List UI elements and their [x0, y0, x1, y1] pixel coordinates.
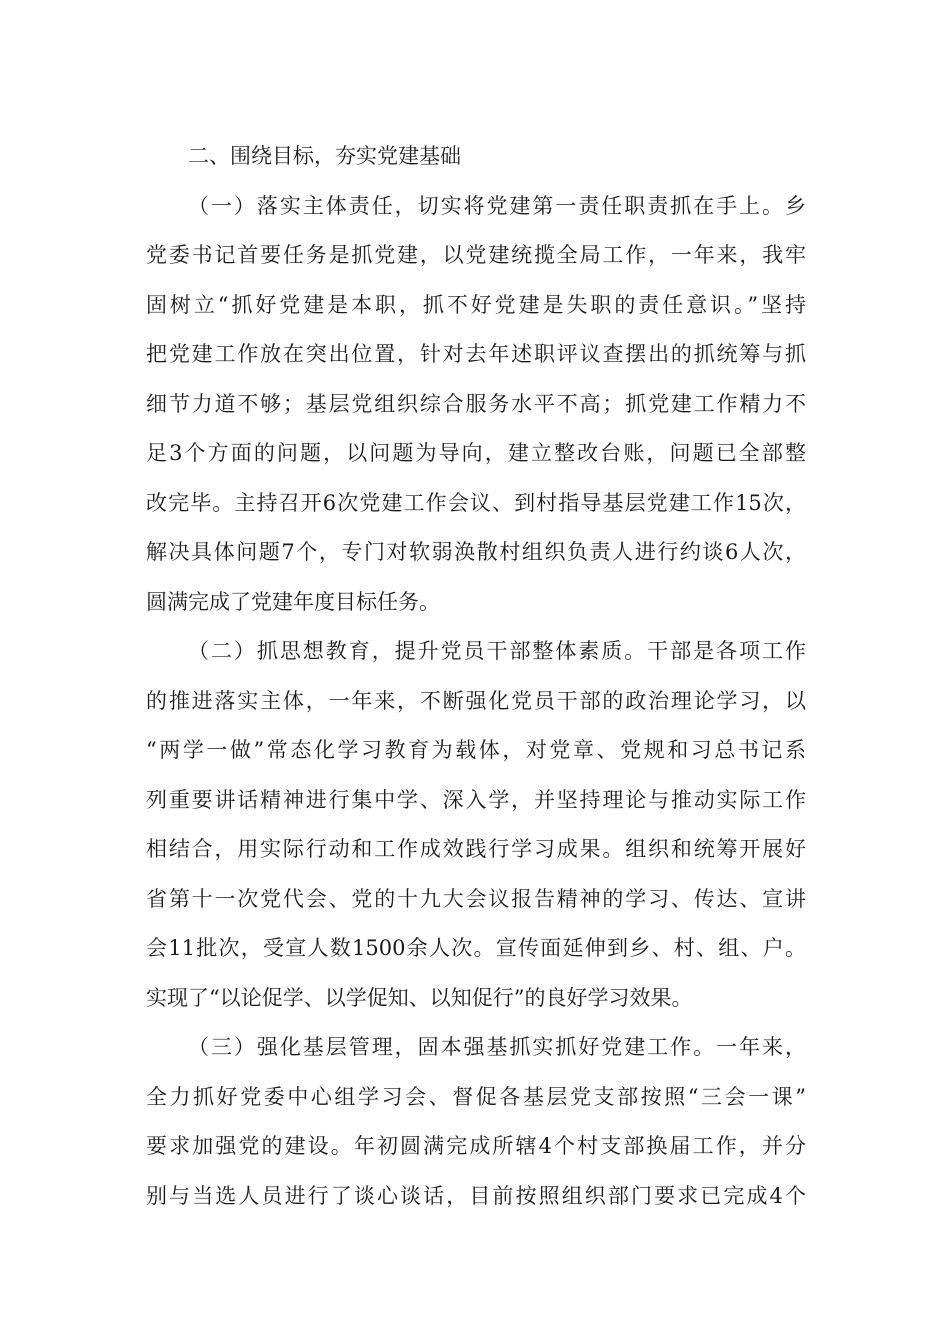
paragraph-line: 圆满完成了党建年度目标任务。	[146, 589, 440, 614]
paragraph-line: （一）落实主体责任，切实将党建第一责任职责抓在手上。乡	[188, 193, 806, 218]
paragraph-line: 会11批次，受宣人数1500余人次。宣传面延伸到乡、村、组、户。	[146, 936, 806, 960]
paragraph-line: 固树立“抓好党建是本职，抓不好党建是失职的责任意识。”坚持	[146, 292, 806, 317]
document-body	[146, 132, 806, 1221]
section-heading: 二、围绕目标，夯实党建基础	[188, 144, 461, 168]
paragraph-line: （三）强化基层管理，固本强基抓实抓好党建工作。一年来，	[188, 1035, 806, 1059]
paragraph-line: 全力抓好党委中心组学习会、督促各基层党支部按照“三会一课”	[146, 1084, 806, 1109]
paragraph-line: 解决具体问题7个，专门对软弱涣散村组织负责人进行约谈6人次，	[146, 540, 806, 564]
paragraph-line: 的推进落实主体，一年来，不断强化党员干部的政治理论学习，以	[146, 688, 806, 713]
paragraph-1	[146, 182, 806, 628]
paragraph-line: 相结合，用实际行动和工作成效践行学习成果。组织和统筹开展好	[146, 837, 806, 861]
paragraph-line: 细节力道不够；基层党组织综合服务水平不高；抓党建工作精力不	[146, 391, 806, 416]
paragraph-line: 实现了“以论促学、以学促知、以知促行”的良好学习效果。	[146, 985, 693, 1010]
paragraph-line: 要求加强党的建设。年初圆满完成所辖4个村支部换届工作，并分	[146, 1134, 806, 1158]
paragraph-3	[146, 1023, 806, 1221]
paragraph-line: 列重要讲话精神进行集中学、深入学，并坚持理论与推动实际工作	[146, 787, 806, 812]
paragraph-line: 把党建工作放在突出位置，针对去年述职评议查摆出的抓统筹与抓	[146, 342, 806, 366]
paragraph-line: 省第十一次党代会、党的十九大会议报告精神的学习、传达、宣讲	[146, 886, 806, 911]
paragraph-2	[146, 627, 806, 1023]
paragraph-line: 党委书记首要任务是抓党建，以党建统揽全局工作，一年来，我牢	[146, 243, 806, 267]
paragraph-line: （二）抓思想教育，提升党员干部整体素质。干部是各项工作	[188, 639, 806, 663]
paragraph-line: 足3个方面的问题，以问题为导向，建立整改台账，问题已全部整	[146, 441, 806, 465]
paragraph-line: 改完毕。主持召开6次党建工作会议、到村指导基层党建工作15次，	[146, 490, 806, 515]
paragraph-line: 别与当选人员进行了谈心谈话，目前按照组织部门要求已完成4个	[146, 1183, 806, 1208]
paragraph-line: “两学一做”常态化学习教育为载体，对党章、党规和习总书记系	[146, 738, 806, 762]
